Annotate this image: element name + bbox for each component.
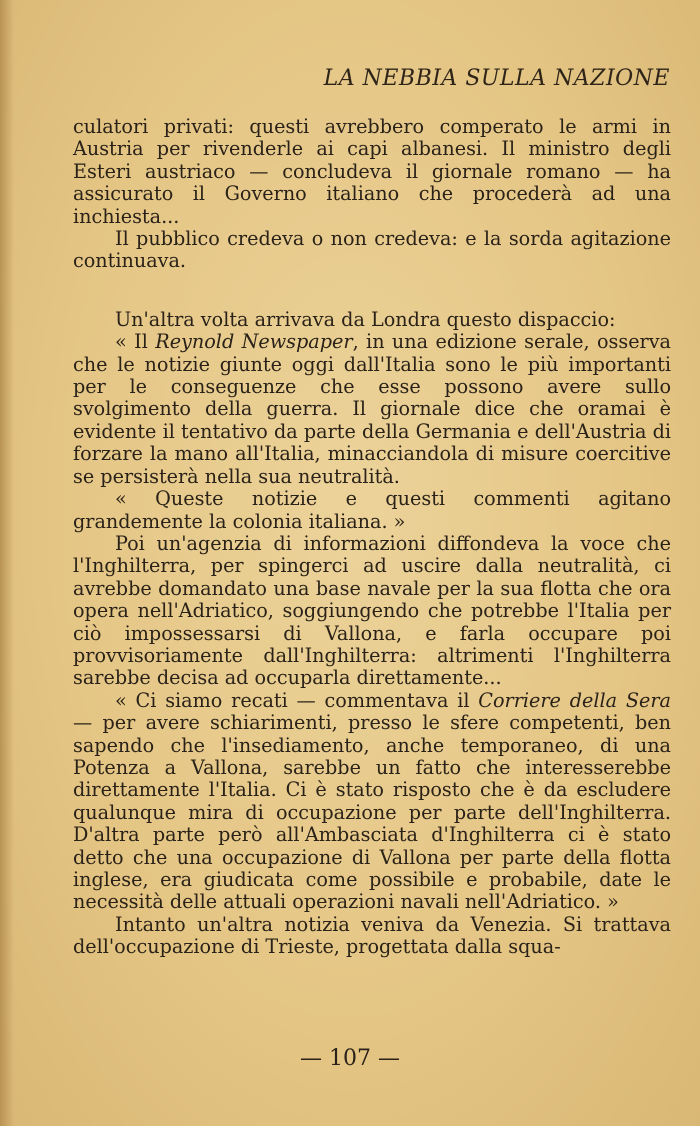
paragraph [73,533,671,690]
text-run: culatori privati: questi avrebbero comperato le armi in Austria per rivenderle ai capi albanesi. Il ministro degli Esteri austriaco — concludeva il giornale romano — ha assicurato il Governo italiano che procederà ad una inchiesta... [73,115,671,228]
text-run: Poi un'agenzia di informazioni diffondeva la voce che l'Inghilterra, per spingerci ad uscire dalla neutralità, ci avrebbe domandato una base navale per la sua flotta che ora opera nell'Adriatico, soggiungendo che potrebbe l'Italia per ciò impossessarsi di Vallona, e farla occupare poi provvisoriamente dall'Inghilterra: altrimenti l'Inghilterra sarebbe decisa ad occuparla direttamente... [73,531,671,690]
paragraph [73,690,671,914]
paragraph [73,228,671,273]
paragraph [73,914,671,959]
paragraph [73,488,671,533]
text-run: Il pubblico credeva o non credeva: e la sorda agitazione continuava. [73,227,671,273]
paragraph [73,309,671,331]
paragraph [73,116,671,228]
text-run: « Queste notizie e questi commenti agitano grandemente la colonia italiana. » [73,487,671,533]
spine-shadow [0,0,14,1126]
paragraph [73,331,671,488]
page-number: — 107 — [300,1046,400,1071]
body-text [73,116,671,959]
text-run: « Il [115,330,156,354]
text-run: Intanto un'altra notizia veniva da Venezia. Si trattava dell'occupazione di Trieste, progettata dalla squa- [73,912,671,959]
running-head: LA NEBBIA SULLA NAZIONE [323,66,670,91]
text-run: , in una edizione serale, osserva che le notizie giunte oggi dall'Italia sono le più importanti per le conseguenze che esse possono avere sullo svolgimento della guerra. Il giornale dice che oramai è evidente il tentativo da parte della Germania e dell'Austria di forzare la mano all'Italia, minacciandola di misure coercitive se persisterà nella sua neutralità. [73,330,672,488]
text-run: — per avere schiarimenti, presso le sfere competenti, ben sapendo che l'insediamento, anche temporaneo, di una Potenza a Vallona, sarebbe un fatto che interesserebbe direttamente l'Italia. Ci è stato risposto che è da escludere qualunque mira di occupazione per parte dell'Inghilterra. D'altra parte però all'Ambasciata d'Inghilterra ci è stato detto che una occupazione di Vallona per parte della flotta inglese, era giudicata come possibile e probabile, date le necessità delle attuali operazioni navali nell'Adriatico. » [73,711,671,914]
newspaper-title: Corriere della Sera [478,688,671,712]
newspaper-title: Reynold Newspaper [155,330,353,354]
text-run: « Ci siamo recati — commentava il [115,688,479,712]
text-run: Un'altra volta arrivava da Londra questo dispaccio: [115,307,616,331]
